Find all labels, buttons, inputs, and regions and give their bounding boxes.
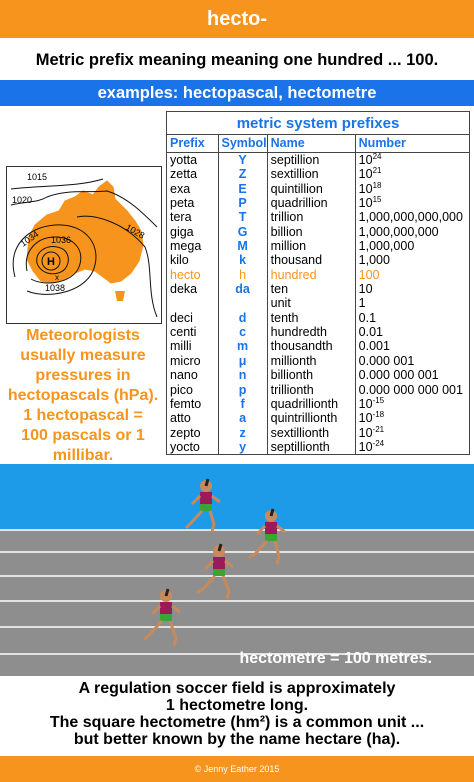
running-track-illustration: [0, 464, 474, 676]
name-cell: billionth: [267, 368, 355, 382]
prefix-cell: centi: [167, 325, 218, 339]
power-exponent: -18: [372, 410, 385, 420]
number-cell: [355, 440, 469, 454]
number-cell: 0.01: [358, 325, 383, 340]
symbol-cell: μ: [218, 354, 267, 368]
power-exponent: 18: [372, 180, 382, 190]
prefix-cell: milli: [167, 339, 218, 353]
number-cell: 0.1: [358, 310, 377, 325]
power-base: 10: [358, 439, 373, 454]
power-exponent: -24: [372, 438, 385, 448]
symbol-cell: E: [218, 182, 267, 196]
table-row: [167, 440, 469, 454]
power-base: 10: [358, 167, 373, 182]
prefix-cell: mega: [167, 239, 218, 253]
tasmania-shape: [115, 291, 125, 301]
symbol-cell: f: [218, 397, 267, 411]
name-cell: quintrillionth: [267, 411, 355, 425]
prefix-cell: kilo: [167, 253, 218, 267]
prefix-table: [166, 111, 470, 455]
definition-text: Metric prefix meaning meaning one hundred ... 100.: [35, 51, 439, 69]
table-row: [167, 397, 469, 411]
symbol-cell: c: [218, 325, 267, 339]
prefix-cell: nano: [167, 368, 218, 382]
prefix-cell: pico: [167, 383, 218, 397]
meteorology-line: 100 pascals or 1: [21, 427, 145, 444]
prefix-cell: deci: [167, 311, 218, 325]
australia-isobar-map: [7, 167, 160, 322]
table-row: [167, 368, 469, 382]
symbol-cell: m: [218, 339, 267, 353]
table-row: [167, 253, 469, 267]
copyright-notice: © Jenny Eather 2015: [0, 756, 474, 782]
name-cell: hundredth: [267, 325, 355, 339]
table-row: [167, 354, 469, 368]
track-caption: hectometre = 100 metres.: [239, 650, 432, 667]
table-row: [167, 182, 469, 196]
weather-map: [6, 166, 162, 324]
table-row: [167, 210, 469, 224]
prefix-cell: tera: [167, 210, 218, 224]
name-cell: trillion: [267, 210, 355, 224]
number-cell: [355, 153, 469, 168]
isobar-label-1020: 1020: [12, 195, 33, 205]
power-base: 10: [358, 181, 373, 196]
symbol-cell: a: [218, 411, 267, 425]
symbol-cell: k: [218, 253, 267, 267]
table-row: [167, 426, 469, 440]
symbol-cell: Z: [218, 167, 267, 181]
high-center-marker: x: [55, 273, 59, 282]
symbol-cell: p: [218, 383, 267, 397]
prefix-cell: deka: [167, 282, 218, 296]
meteorology-line: usually measure: [20, 347, 146, 364]
power-exponent: -15: [372, 395, 385, 405]
power-exponent: 21: [372, 166, 382, 176]
table-row: [167, 311, 469, 325]
name-cell: septillion: [267, 153, 355, 168]
name-cell: trillionth: [267, 383, 355, 397]
symbol-cell: da: [218, 282, 267, 296]
name-cell: quadrillionth: [267, 397, 355, 411]
meteorology-line: pressures in: [35, 367, 131, 384]
symbol-cell: h: [218, 268, 267, 282]
meteorology-line: hectopascals (hPa).: [7, 387, 159, 404]
number-cell: [355, 411, 469, 425]
symbol-cell: G: [218, 225, 267, 239]
number-cell: 100: [358, 267, 380, 282]
header-symbol: Symbol: [218, 135, 267, 153]
meteorology-line: millibar.: [52, 447, 114, 464]
header-prefix: Prefix: [167, 135, 218, 153]
isobar-label-1015: 1015: [27, 172, 48, 182]
name-cell: quintillion: [267, 182, 355, 196]
number-cell: 1,000,000,000: [358, 224, 439, 239]
symbol-cell: [218, 296, 267, 310]
prefix-grid: [167, 135, 469, 454]
table-row: [167, 225, 469, 239]
isobar-label-1038: 1038: [45, 283, 66, 293]
name-cell: sextillionth: [267, 426, 355, 440]
footer-line: A regulation soccer field is approximately: [78, 680, 396, 697]
table-row: [167, 167, 469, 181]
prefix-cell: yotta: [167, 153, 218, 168]
symbol-cell: M: [218, 239, 267, 253]
table-row: [167, 411, 469, 425]
power-exponent: 15: [372, 195, 382, 205]
table-body: [167, 153, 469, 455]
power-base: 10: [358, 153, 373, 167]
page-title: hecto-: [0, 0, 474, 38]
number-cell: 0.000 000 000 001: [358, 382, 463, 397]
name-cell: billion: [267, 225, 355, 239]
symbol-cell: n: [218, 368, 267, 382]
number-cell: 1,000,000,000,000: [358, 210, 463, 225]
name-cell: septillionth: [267, 440, 355, 454]
table-row: [167, 268, 469, 282]
number-cell: [355, 182, 469, 196]
isobar-1015: [11, 179, 103, 189]
meteorology-line: 1 hectopascal =: [23, 407, 143, 424]
power-base: 10: [358, 196, 373, 211]
table-title: metric system prefixes: [167, 112, 469, 135]
number-cell: 1,000: [358, 253, 390, 268]
power-exponent: -21: [372, 424, 385, 434]
footer-line: 1 hectometre long.: [165, 697, 309, 714]
track-scene: [0, 464, 474, 676]
name-cell: thousandth: [267, 339, 355, 353]
prefix-cell: yocto: [167, 440, 218, 454]
isobar-label-1028: 1028: [124, 222, 147, 241]
number-cell: 0.000 001: [358, 353, 415, 368]
prefix-cell: peta: [167, 196, 218, 210]
table-row: [167, 282, 469, 296]
prefix-cell: exa: [167, 182, 218, 196]
table-row: [167, 153, 469, 168]
table-row: [167, 383, 469, 397]
number-cell: [355, 397, 469, 411]
header-name: Name: [267, 135, 355, 153]
footer-line: but better known by the name hectare (ha).: [73, 731, 401, 748]
name-cell: tenth: [267, 311, 355, 325]
symbol-cell: y: [218, 440, 267, 454]
table-row: [167, 196, 469, 210]
number-cell: 0.001: [358, 339, 390, 354]
prefix-cell: [167, 296, 218, 310]
table-row: [167, 339, 469, 353]
power-base: 10: [358, 396, 373, 411]
symbol-cell: Y: [218, 153, 267, 168]
isobar-label-1036: 1036: [51, 235, 72, 245]
prefix-cell: hecto: [167, 268, 218, 282]
symbol-cell: P: [218, 196, 267, 210]
number-cell: 10: [358, 282, 373, 297]
isobar-label-1034: 1034: [18, 228, 41, 249]
footer-text: [0, 680, 474, 748]
meteorology-line: Meteorologists: [26, 327, 140, 344]
number-cell: [355, 196, 469, 210]
prefix-cell: giga: [167, 225, 218, 239]
symbol-cell: z: [218, 426, 267, 440]
prefix-cell: zepto: [167, 426, 218, 440]
footer-line: The square hectometre (hm²) is a common unit ...: [49, 714, 425, 731]
power-base: 10: [358, 425, 373, 440]
table-row: [167, 325, 469, 339]
name-cell: quadrillion: [267, 196, 355, 210]
meteorology-text: [0, 326, 166, 466]
name-cell: ten: [267, 282, 355, 296]
prefix-cell: zetta: [167, 167, 218, 181]
number-cell: [355, 167, 469, 181]
sky-band: [0, 464, 474, 530]
header-number: Number: [355, 135, 469, 153]
number-cell: 1: [358, 296, 366, 311]
power-base: 10: [358, 411, 373, 426]
number-cell: 0.000 000 001: [358, 368, 439, 383]
name-cell: thousand: [267, 253, 355, 267]
table-row: [167, 296, 469, 310]
prefix-cell: atto: [167, 411, 218, 425]
symbol-cell: T: [218, 210, 267, 224]
name-cell: sextillion: [267, 167, 355, 181]
name-cell: unit: [267, 296, 355, 310]
table-row: [167, 239, 469, 253]
high-pressure-label: H: [47, 256, 55, 268]
name-cell: hundred: [267, 268, 355, 282]
prefix-cell: micro: [167, 354, 218, 368]
name-cell: millionth: [267, 354, 355, 368]
examples-banner: examples: hectopascal, hectometre: [0, 80, 474, 106]
number-cell: [355, 426, 469, 440]
prefix-cell: femto: [167, 397, 218, 411]
table-header-row: [167, 135, 469, 153]
power-exponent: 24: [372, 152, 382, 161]
name-cell: million: [267, 239, 355, 253]
number-cell: 1,000,000: [358, 239, 415, 254]
symbol-cell: d: [218, 311, 267, 325]
